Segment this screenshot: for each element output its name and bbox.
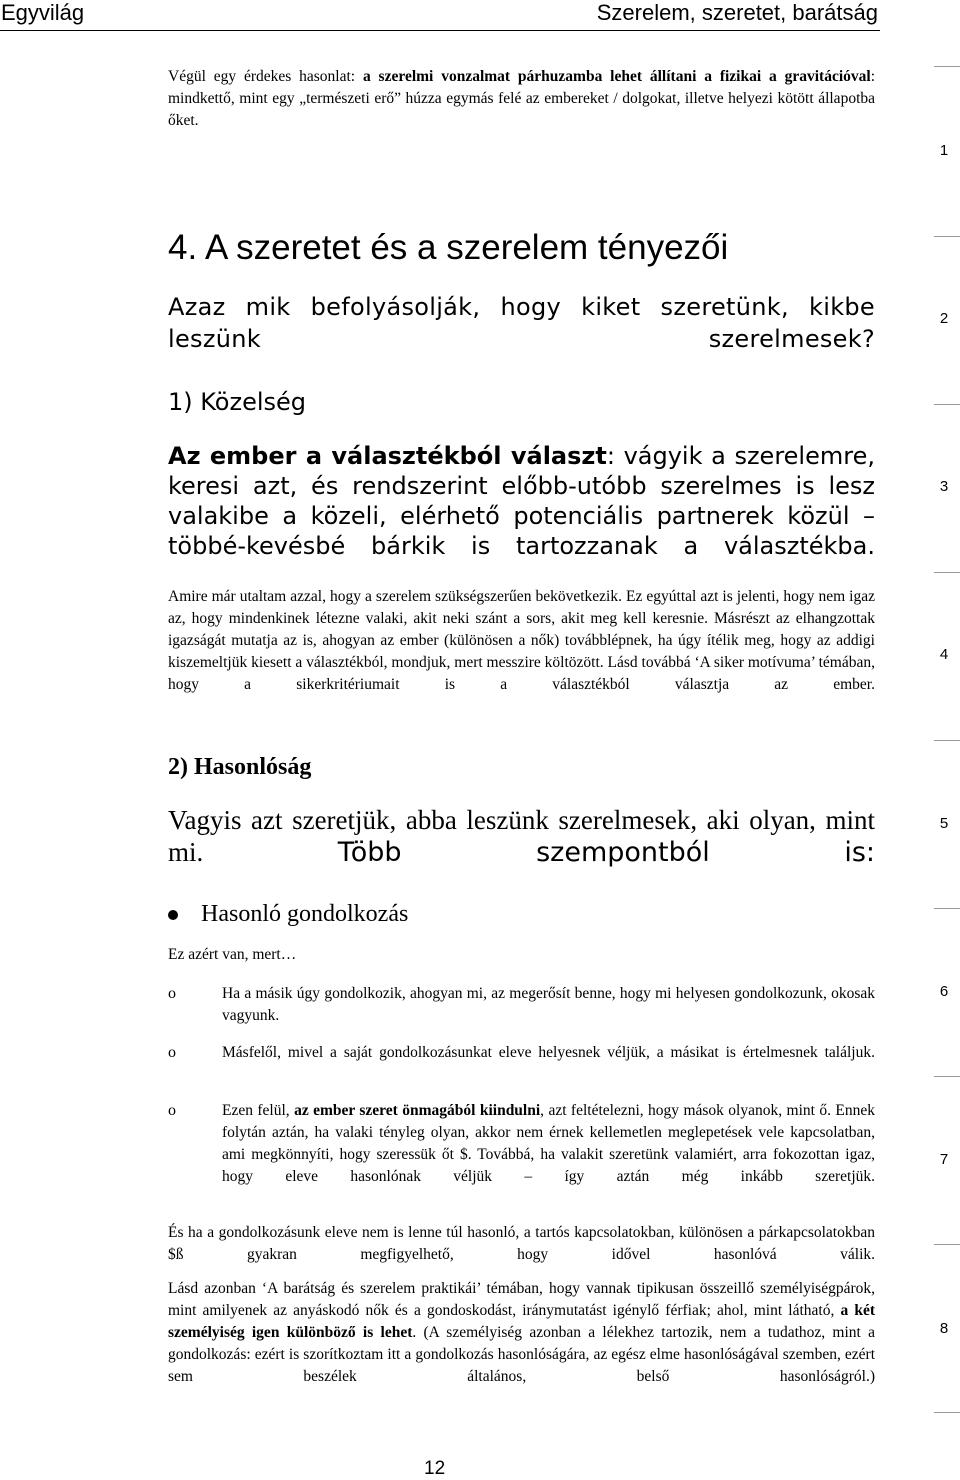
p5-text-2: . (A személyiség azonban a lélekhez tartozik, nem a tudathoz, mint a gondolkozás: ezért is szorítkoztam itt a gondolkozás hasonlóságára, az egész elme hasonlóságával szemben, ezért sem beszélek általános, belső hasonlóságról.) — [168, 1324, 875, 1385]
page-header — [0, 0, 880, 31]
p5-text-1: Lásd azonban ‘A barátság és szerelem praktikái’ témában, hogy vannak tipikusan összeillő személyiségpárok, mint amilyenek az anyáskodó nők és a gondoskodást, iránymutatást igénylő férfiak; ahol, mint látható, — [168, 1280, 875, 1319]
margin-number: 4 — [939, 646, 949, 663]
margin-rule — [934, 1412, 960, 1413]
header-left-title: Egyvilág — [1, 0, 85, 25]
sub-marker-icon: o — [168, 1102, 176, 1119]
intro-text-2: : mindkettő, mint egy „természeti erő” húzza egymás felé az embereket / dolgokat, illetve helyezi kötött állapotba őket. — [168, 68, 875, 129]
margin-number: 6 — [939, 983, 949, 1000]
kozelseg-paragraph-2: Amire már utaltam azzal, hogy a szerelem szükségszerűen bekövetkezik. Ez egyúttal azt is jelenti, hogy nem igaz az, hogy mindenkinek létezne valaki, akit neki szánt a sors, akit meg kell keresnie. Másrészt az elhangzottak igazságát mutatja az is, ahogyan az ember (különösen a nők) továbblépnek, ha úgy ítélik meg, hogy az addigi kiszemeltjük kiesett a választékból, mondjuk, mert messzire költözött. Lásd továbbá ‘A siker motívuma’ témában, hogy a sikerkritériumait is a választékból választja az ember. — [168, 588, 875, 693]
margin-rule — [934, 66, 960, 67]
section-lead: Azaz mik befolyásolják, hogy kiket szeretünk, kikbe leszünk szerelmesek? — [168, 293, 875, 353]
margin-number: 2 — [939, 310, 949, 327]
sub-item-text: Másfelől, mivel a saját gondolkozásunkat eleve helyesnek véljük, a másikat is értelmesnek találjuk. — [222, 1044, 875, 1061]
margin-rule — [934, 1244, 960, 1245]
sub3-text-2: , azt feltételezni, hogy mások olyanok, mint ő. Ennek folytán aztán, ha valaki tényleg olyan, akkor nem érnek kellemetlen meglepetések vele kapcsolatban, ami megkönnyíti, hogy szeressük őt $. Továbbá, ha valakit szeretünk valamiért, arra fokozottan igaz, hogy eleve hasonlónak véljük – így aztán még inkább szeretjük. — [222, 1102, 875, 1185]
intro-paragraph — [168, 66, 875, 132]
margin-number: 5 — [939, 815, 949, 832]
margin-rule — [934, 1076, 960, 1077]
margin-number: 3 — [939, 478, 949, 495]
p5-bold: a két személyiség igen különböző is lehet — [168, 1302, 875, 1341]
section-heading-4: 4. A szeretet és a szerelem tényezői — [168, 228, 729, 267]
sub3-bold: az ember szeret önmagából kiindulni — [294, 1102, 541, 1119]
sub3-text-1: Ezen felül, — [222, 1102, 295, 1119]
hasonlosag-paragraph-4: És ha a gondolkozásunk eleve nem is lenne túl hasonló, a tartós kapcsolatokban, különösen a párkapcsolatokban $ß gyakran megfigyelhető, hogy idővel hasonlóvá válik. — [168, 1224, 875, 1263]
header-right-title: Szerelem, szeretet, barátság — [596, 0, 878, 25]
margin-rule — [934, 908, 960, 909]
intro-bold: a szerelmi vonzalmat párhuzamba lehet állítani a fizikai a gravitációval — [362, 68, 871, 85]
margin-number: 8 — [939, 1320, 949, 1337]
page-number: 12 — [424, 1458, 446, 1479]
kozelseg-bold: Az ember a választékból választ — [168, 442, 607, 470]
hasonlosag-paragraph-5 — [168, 1278, 875, 1388]
hasonlosag-paragraph — [168, 804, 875, 869]
intro-text-1: Végül egy érdekes hasonlat: — [168, 68, 363, 85]
sub-item-text — [222, 1100, 875, 1188]
hasonlosag-p3-serif: Vagyis azt szeretjük, abba leszünk szerelmesek, aki olyan, mint mi. — [168, 805, 875, 867]
bullet-text: Hasonló gondolkozás — [201, 901, 409, 927]
margin-rule — [934, 740, 960, 741]
subheading-hasonlosag: 2) Hasonlóság — [168, 754, 312, 780]
kozelseg-rest: : vágyik a szerelemre, keresi azt, és rendszerint előbb-utóbb szerelmes is lesz valakibe a közeli, elérhető potenciális partnerek közül – többé-kevésbé bárkik is tartozzanak a választékba. — [168, 442, 875, 560]
sub-marker-icon: o — [168, 985, 176, 1002]
subheading-kozelseg: 1) Közelség — [168, 388, 307, 416]
margin-rule — [934, 572, 960, 573]
sub-item-text: Ha a másik úgy gondolkozik, ahogyan mi, az megerősít benne, hogy mi helyesen gondolkozunk, okosak vagyunk. — [222, 985, 875, 1024]
margin-number: 1 — [939, 142, 949, 159]
sub-marker-icon: o — [168, 1044, 176, 1061]
margin-rule — [934, 236, 960, 237]
margin-number: 7 — [939, 1151, 949, 1168]
bullet-dot-icon — [168, 910, 178, 920]
ezert-line: Ez azért van, mert… — [168, 946, 297, 963]
hasonlosag-p3-sans: Több szempontból is: — [203, 837, 875, 868]
margin-rule — [934, 404, 960, 405]
kozelseg-paragraph-1 — [168, 441, 875, 561]
